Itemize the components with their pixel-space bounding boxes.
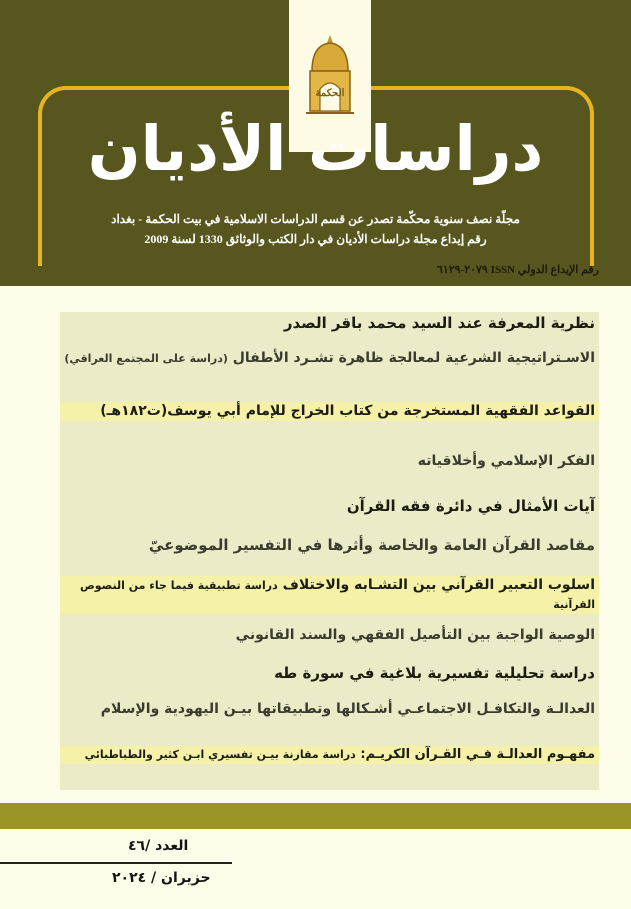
toc-item-title: دراسة تحليلية تفسيرية بلاغية في سورة طه [274, 664, 595, 682]
toc-item [60, 535, 599, 555]
toc-item-title: الفكر الإسلامي وأخلاقياته [417, 453, 595, 469]
toc-item [60, 313, 599, 333]
bottom-strip [0, 803, 631, 829]
toc-item [60, 576, 599, 614]
toc-item [60, 349, 599, 368]
toc-item-title: اسلوب التعبير القرآني بين التشـابه والاختلاف [282, 577, 595, 593]
toc-item-title: الاسـتراتيجية الشرعية لمعالجة ظاهرة تشـرد الأطفال [232, 350, 595, 366]
toc-item [60, 402, 599, 421]
toc-item-title: نظرية المعرفة عند السيد محمد باقر الصدر [283, 314, 595, 332]
toc-item [60, 746, 599, 764]
toc-item-title: مقاصد القرآن العامة والخاصة وأثرها في التفسير الموضوعيّ [148, 536, 595, 554]
toc-item-title: آيات الأمثال في دائرة فقه القرآن [346, 497, 595, 515]
journal-title: دراسات الأديان [87, 112, 544, 185]
toc-item [60, 663, 599, 683]
toc-item [60, 700, 599, 719]
issue-number: العدد /٤٦ [128, 838, 189, 854]
journal-description: مجلّة نصف سنوية محكّمة تصدر عن قسم الدراسات الاسلامية في بيت الحكمة - بغداد [111, 212, 520, 226]
toc-item-title: الوصية الواجبة بين التأصيل الفقهي والسند القانوني [235, 627, 595, 643]
toc-item-note: (دراسة على المجتمع العراقي) [64, 352, 228, 365]
toc-item [60, 496, 599, 516]
toc-item [60, 626, 599, 645]
divider [0, 862, 232, 864]
journal-deposit-number: رقم إيداع مجلة دراسات الأديان في دار الكتب والوثائق 1330 لسنة 2009 [144, 232, 487, 246]
toc-item [60, 452, 599, 471]
toc-item-title: العدالـة والتكافـل الاجتماعـي أشـكالها وتطبيقاتها بيـن اليهودية والإسلام [100, 701, 595, 717]
toc-item-note: دراسة تطبيقية فيما جاء من النصوص القرآنية [79, 579, 595, 611]
issue-date: حزيران / ٢٠٢٤ [112, 870, 211, 886]
toc-item-note: دراسة مقارنة بيـن تفسيري ابـن كثير والطباطبائي [84, 748, 356, 761]
toc-item-title: مفهـوم العدالـة فـي القـرآن الكريـم: [360, 747, 595, 762]
dome-emblem-icon [300, 31, 360, 121]
issn-number: رقم الإيداع الدولي ISSN ٢٠٧٩-٦١٢٩ [436, 264, 599, 276]
emblem-caption: الحكمة [315, 88, 345, 99]
toc-item-title: القواعد الفقهية المستخرجة من كتاب الخراج للإمام أبي يوسف(ت١٨٢هـ) [100, 403, 595, 419]
